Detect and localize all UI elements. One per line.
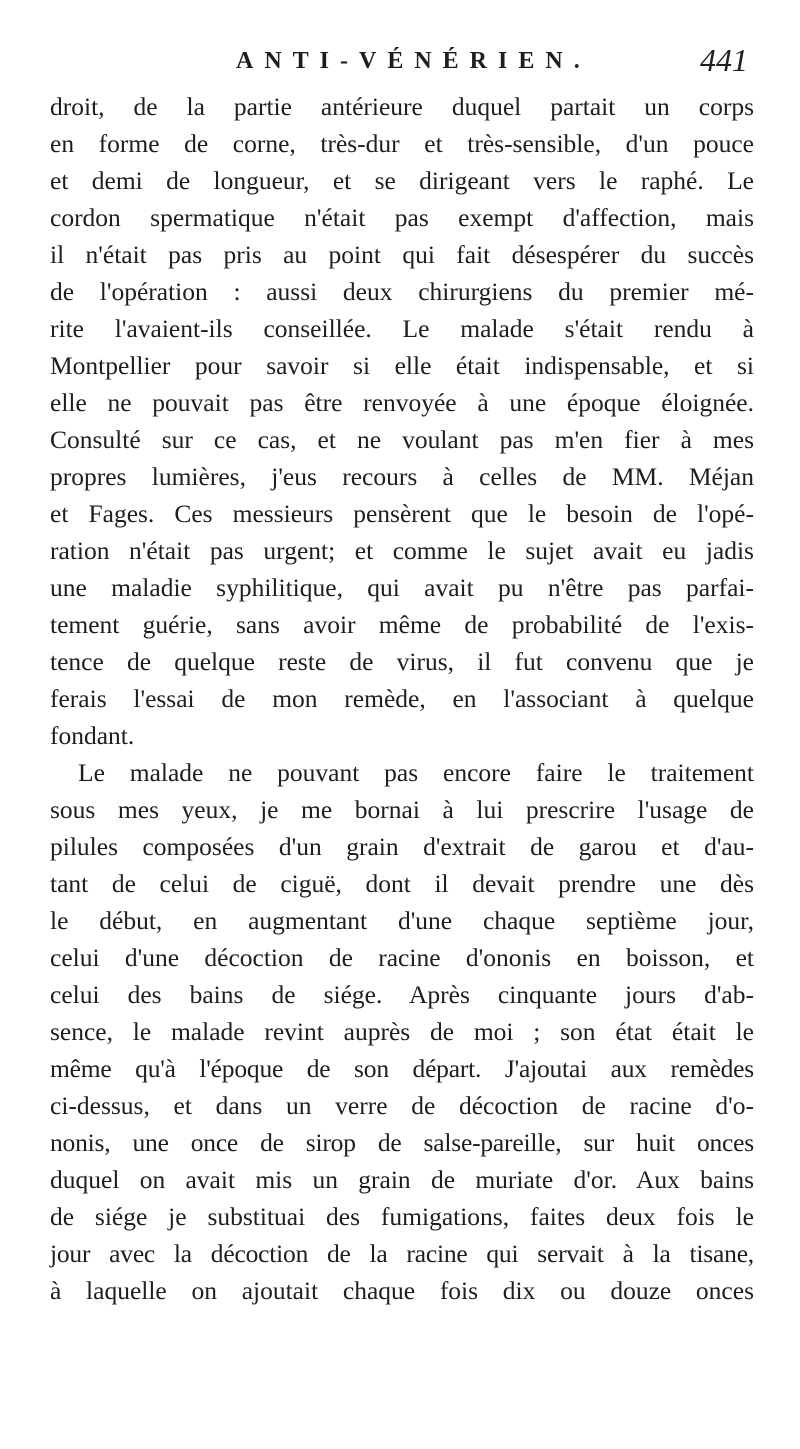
text-line: cordon spermatique n'était pas exempt d'affection, mais xyxy=(50,203,754,232)
text-line: et Fages. Ces messieurs pensèrent que le besoin de l'opé- xyxy=(50,499,754,528)
text-line: tement guérie, sans avoir même de probabilité de l'exis- xyxy=(50,610,754,639)
text-line: même qu'à l'époque de son départ. J'ajoutai aux remèdes xyxy=(50,1054,754,1083)
text-line: il n'était pas pris au point qui fait désespérer du succès xyxy=(50,240,754,269)
text-line: propres lumières, j'eus recours à celles de MM. Méjan xyxy=(50,462,754,491)
text-line: sous mes yeux, je me bornai à lui prescrire l'usage de xyxy=(50,795,754,824)
text-line: une maladie syphilitique, qui avait pu n'être pas parfai- xyxy=(50,573,754,602)
text-line: Le malade ne pouvant pas encore faire le traitement xyxy=(78,758,754,787)
text-line: de l'opération : aussi deux chirurgiens du premier mé- xyxy=(50,277,754,306)
text-line: rite l'avaient-ils conseillée. Le malade s'était rendu à xyxy=(50,314,754,343)
text-line: Consulté sur ce cas, et ne voulant pas m'en fier à mes xyxy=(50,425,754,454)
text-line: en forme de corne, très-dur et très-sensible, d'un pouce xyxy=(50,129,754,158)
text-line: jour avec la décoction de la racine qui servait à la tisane, xyxy=(50,1239,754,1268)
text-line: le début, en augmentant d'une chaque septième jour, xyxy=(50,906,754,935)
text-line: nonis, une once de sirop de salse-pareille, sur huit onces xyxy=(50,1128,754,1157)
text-line: fondant. xyxy=(50,721,135,750)
text-line: de siége je substituai des fumigations, faites deux fois le xyxy=(50,1202,754,1231)
text-line: ration n'était pas urgent; et comme le sujet avait eu jadis xyxy=(50,536,754,565)
running-head: ANTI-VÉNÉRIEN. xyxy=(236,48,591,74)
text-line: et demi de longueur, et se dirigeant vers le raphé. Le xyxy=(50,166,754,195)
text-line: ferais l'essai de mon remède, en l'associant à quelque xyxy=(50,684,754,713)
body-text xyxy=(50,88,754,1309)
text-line: pilules composées d'un grain d'extrait de garou et d'au- xyxy=(50,832,754,861)
text-line: droit, de la partie antérieure duquel partait un corps xyxy=(50,92,754,121)
text-line: sence, le malade revint auprès de moi ; son état était le xyxy=(50,1017,754,1046)
text-line: celui des bains de siége. Après cinquante jours d'ab- xyxy=(50,980,754,1009)
text-line: tant de celui de ciguë, dont il devait prendre une dès xyxy=(50,869,754,898)
text-line: duquel on avait mis un grain de muriate d'or. Aux bains xyxy=(50,1165,754,1194)
text-line: elle ne pouvait pas être renvoyée à une époque éloignée. xyxy=(50,388,754,417)
page-number: 441 xyxy=(700,42,748,78)
text-line: à laquelle on ajoutait chaque fois dix ou douze onces xyxy=(50,1276,754,1305)
text-line: ci-dessus, et dans un verre de décoction de racine d'o- xyxy=(50,1091,754,1120)
text-line: celui d'une décoction de racine d'ononis en boisson, et xyxy=(50,943,754,972)
text-line: Montpellier pour savoir si elle était indispensable, et si xyxy=(50,351,754,380)
text-line: tence de quelque reste de virus, il fut convenu que je xyxy=(50,647,754,676)
